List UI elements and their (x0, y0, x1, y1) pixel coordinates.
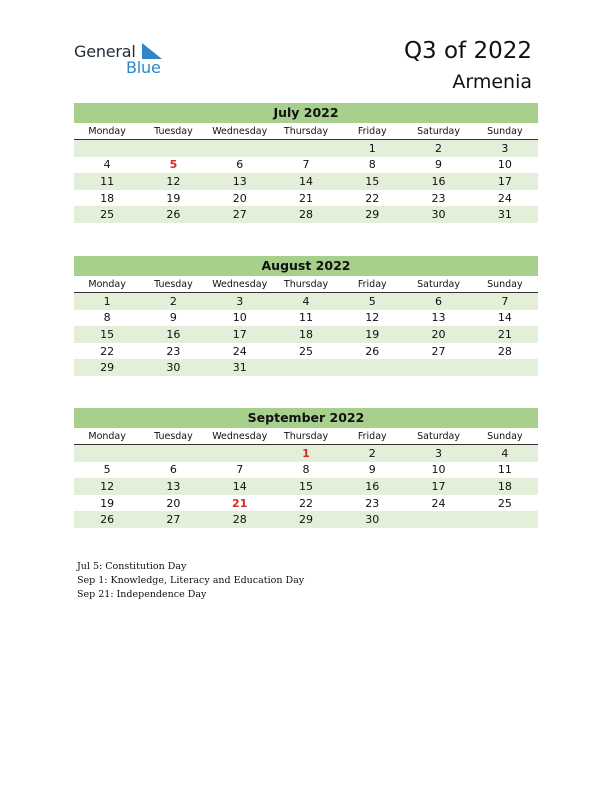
weekday-label: Friday (339, 276, 405, 293)
date-cell: 15 (339, 173, 405, 190)
holiday-date: 5 (169, 158, 178, 172)
date-cell: 27 (140, 511, 206, 528)
holiday-note: Sep 21: Independence Day (77, 589, 207, 600)
date-cell: 15 (273, 478, 339, 495)
date-cell (207, 445, 273, 462)
weekday-label: Sunday (472, 428, 538, 445)
date-cell: 2 (140, 293, 206, 310)
date-cell: 19 (339, 326, 405, 343)
logo-blue-text: Blue (126, 58, 161, 77)
date-cell: 11 (497, 463, 512, 477)
date-cell: 22 (365, 191, 380, 205)
holiday-date: 21 (232, 496, 248, 510)
holiday-date: 1 (273, 445, 339, 462)
date-cell: 14 (273, 173, 339, 190)
week-row (74, 326, 538, 343)
date-cell: 23 (166, 344, 181, 358)
page-title: Q3 of 2022 (403, 38, 532, 64)
date-cell: 20 (232, 191, 247, 205)
date-cell: 6 (405, 293, 471, 310)
date-cell (140, 445, 206, 462)
date-cell: 7 (472, 293, 538, 310)
date-cell: 13 (140, 478, 206, 495)
week-row (74, 511, 538, 528)
date-cell (472, 511, 538, 528)
date-cell: 31 (207, 359, 273, 376)
date-cell: 7 (302, 158, 310, 172)
date-cell: 11 (74, 173, 140, 190)
date-cell: 3 (405, 445, 471, 462)
date-cell: 16 (405, 173, 471, 190)
date-cell: 6 (169, 463, 177, 477)
date-cell: 17 (405, 478, 471, 495)
week-row (74, 157, 538, 174)
date-cell: 19 (100, 496, 115, 510)
date-cell: 8 (302, 463, 310, 477)
week-row (74, 173, 538, 190)
date-cell: 19 (166, 191, 181, 205)
date-cell (140, 140, 206, 157)
date-cell: 22 (298, 496, 313, 510)
date-cell: 1 (74, 293, 140, 310)
date-cell (472, 359, 538, 376)
date-cell (273, 140, 339, 157)
date-cell: 7 (236, 463, 244, 477)
date-cell: 17 (472, 173, 538, 190)
date-cell: 27 (207, 206, 273, 223)
week-row (74, 293, 538, 310)
logo (74, 42, 174, 78)
week-row (74, 495, 538, 512)
date-cell: 25 (497, 496, 512, 510)
weekday-label: Saturday (405, 428, 471, 445)
date-cell (207, 140, 273, 157)
date-cell: 23 (431, 191, 446, 205)
weekday-label: Saturday (405, 276, 471, 293)
date-cell: 2 (405, 140, 471, 157)
date-cell: 18 (273, 326, 339, 343)
date-cell: 25 (74, 206, 140, 223)
date-cell (74, 140, 140, 157)
weekday-label: Sunday (472, 276, 538, 293)
week-row (74, 343, 538, 360)
date-cell: 22 (100, 344, 115, 358)
week-row (74, 206, 538, 223)
date-cell: 5 (339, 293, 405, 310)
page-subtitle: Armenia (452, 71, 532, 93)
date-cell: 21 (472, 326, 538, 343)
date-cell: 16 (339, 478, 405, 495)
date-cell: 31 (472, 206, 538, 223)
date-cell: 12 (140, 173, 206, 190)
date-cell: 6 (236, 158, 244, 172)
date-cell: 21 (298, 191, 313, 205)
logo-triangle-icon (142, 43, 162, 59)
weekday-label: Tuesday (140, 276, 206, 293)
weekday-label: Wednesday (207, 276, 273, 293)
weekday-label: Wednesday (207, 428, 273, 445)
date-cell: 18 (472, 478, 538, 495)
date-cell: 14 (497, 311, 512, 325)
date-cell: 8 (103, 311, 111, 325)
date-cell: 3 (207, 293, 273, 310)
date-cell: 29 (273, 511, 339, 528)
date-cell: 9 (435, 158, 443, 172)
weekday-label: Monday (74, 123, 140, 140)
date-cell (339, 359, 405, 376)
date-cell: 10 (232, 311, 247, 325)
date-cell: 29 (339, 206, 405, 223)
date-cell: 13 (431, 311, 446, 325)
month-header: August 2022 (74, 256, 538, 276)
weekday-label: Wednesday (207, 123, 273, 140)
weekday-label: Tuesday (140, 428, 206, 445)
holiday-note: Jul 5: Constitution Day (77, 561, 187, 572)
week-row (74, 478, 538, 495)
date-cell: 12 (74, 478, 140, 495)
date-cell: 16 (140, 326, 206, 343)
month-header: September 2022 (74, 408, 538, 428)
date-cell (273, 359, 339, 376)
date-cell (405, 511, 471, 528)
weekday-label: Thursday (273, 428, 339, 445)
date-cell: 14 (207, 478, 273, 495)
weekday-label: Sunday (472, 123, 538, 140)
date-cell: 26 (140, 206, 206, 223)
weekday-label: Friday (339, 123, 405, 140)
week-row (74, 462, 538, 479)
date-cell: 24 (431, 496, 446, 510)
date-cell: 2 (339, 445, 405, 462)
date-cell: 9 (169, 311, 177, 325)
weekday-label: Thursday (273, 123, 339, 140)
date-cell: 15 (74, 326, 140, 343)
date-cell: 24 (497, 191, 512, 205)
calendar-table (74, 123, 538, 223)
date-cell: 18 (100, 191, 115, 205)
weekday-label: Thursday (273, 276, 339, 293)
date-cell: 11 (298, 311, 313, 325)
weekday-label: Tuesday (140, 123, 206, 140)
date-cell: 1 (339, 140, 405, 157)
date-cell: 4 (103, 158, 111, 172)
date-cell: 28 (497, 344, 512, 358)
calendar-table (74, 428, 538, 528)
month-september (74, 408, 538, 528)
weekday-label: Friday (339, 428, 405, 445)
holiday-notes (77, 560, 304, 602)
date-cell: 12 (365, 311, 380, 325)
month-header: July 2022 (74, 103, 538, 123)
date-cell: 17 (207, 326, 273, 343)
month-july (74, 103, 538, 223)
date-cell: 25 (298, 344, 313, 358)
weekday-label: Monday (74, 276, 140, 293)
date-cell: 30 (339, 511, 405, 528)
week-row (74, 359, 538, 376)
date-cell: 10 (431, 463, 446, 477)
calendar-table (74, 276, 538, 376)
holiday-note: Sep 1: Knowledge, Literacy and Education Day (77, 575, 305, 586)
week-row (74, 190, 538, 207)
week-row (74, 140, 538, 157)
date-cell: 29 (74, 359, 140, 376)
date-cell: 3 (472, 140, 538, 157)
date-cell: 26 (74, 511, 140, 528)
date-cell: 13 (207, 173, 273, 190)
date-cell: 30 (405, 206, 471, 223)
date-cell: 20 (166, 496, 181, 510)
date-cell: 10 (497, 158, 512, 172)
logo-general-text: General (74, 42, 136, 61)
date-cell: 24 (232, 344, 247, 358)
weekday-label: Monday (74, 428, 140, 445)
date-cell: 23 (365, 496, 380, 510)
date-cell: 4 (273, 293, 339, 310)
date-cell: 28 (273, 206, 339, 223)
date-cell: 9 (368, 463, 376, 477)
date-cell: 20 (405, 326, 471, 343)
date-cell: 30 (140, 359, 206, 376)
date-cell: 8 (368, 158, 376, 172)
date-cell: 4 (472, 445, 538, 462)
week-row (74, 310, 538, 327)
date-cell: 28 (207, 511, 273, 528)
date-cell: 26 (365, 344, 380, 358)
date-cell (405, 359, 471, 376)
date-cell (74, 445, 140, 462)
weekday-label: Saturday (405, 123, 471, 140)
date-cell: 5 (103, 463, 111, 477)
week-row (74, 445, 538, 462)
month-august (74, 256, 538, 376)
date-cell: 27 (431, 344, 446, 358)
